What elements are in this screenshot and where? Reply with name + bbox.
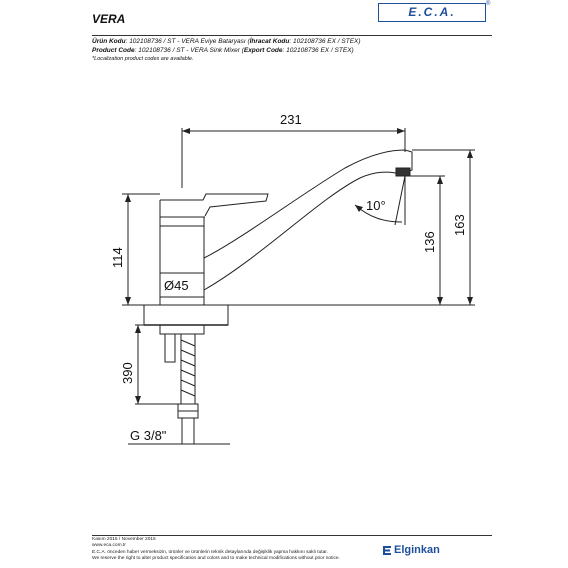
spout xyxy=(204,150,412,290)
footer-date: Kasım 2015 / November 2015 xyxy=(92,537,156,542)
arrow-231-right xyxy=(397,128,405,134)
angle-ref-tilted xyxy=(395,176,405,225)
hose-braid xyxy=(181,340,195,396)
arrow-390-bottom xyxy=(135,396,141,404)
footer xyxy=(92,537,340,563)
tr-code-line: Ürün Kodu: 102108736 / ST - VERA Eviye Bataryası (İhracat Kodu: 102108736 EX / STEX) xyxy=(92,38,361,45)
dim-163-label: 163 xyxy=(452,214,467,236)
base-plate xyxy=(144,305,228,325)
hose-connector xyxy=(182,418,194,444)
dim-136-label: 136 xyxy=(422,231,437,253)
dim-114-label: 114 xyxy=(110,247,125,268)
arrow-390-top xyxy=(135,325,141,333)
arrow-136-top xyxy=(437,176,443,184)
dim-390-label: 390 xyxy=(120,362,135,384)
localization-note: *Localization product codes are available. xyxy=(92,56,194,62)
footer-en-notice: We reserve the right to alter product specification and colors and to make technical modifications without prior notice. xyxy=(92,556,340,562)
elginkan-mark-icon xyxy=(383,546,391,555)
handle-cap xyxy=(160,200,205,217)
arrow-angle xyxy=(355,205,363,212)
mounting-nut xyxy=(160,325,204,334)
handle-lever xyxy=(160,194,268,216)
arrow-114-top xyxy=(125,194,131,202)
aerator xyxy=(396,168,410,176)
footer-url[interactable]: www.eca.com.tr xyxy=(92,543,126,549)
angle-label: 10° xyxy=(366,198,386,213)
arrow-114-bottom xyxy=(125,297,131,305)
arrow-163-top xyxy=(467,150,473,158)
arrow-163-bottom xyxy=(467,297,473,305)
elginkan-brand: Elginkan xyxy=(394,544,440,556)
connection-label: G 3/8" xyxy=(130,428,167,443)
footer-tr-notice: E.C.A. önceden haber vermeksizin, ürünler ve ürünlerin teknik detaylarında değişiklik yapma hakkını saklı tutar. xyxy=(92,549,328,555)
fixing-rod xyxy=(165,334,175,362)
footer-divider xyxy=(92,535,492,536)
en-code-line: Product Code: 102108736 / ST - VERA Sink Mixer (Export Code: 102108736 EX / STEX) xyxy=(92,46,354,54)
arrow-136-bottom xyxy=(437,297,443,305)
dim-231-label: 231 xyxy=(280,112,302,127)
product-title: VERA xyxy=(92,12,126,26)
diameter-label: Ø45 xyxy=(164,278,189,293)
registered-mark: ® xyxy=(486,1,491,7)
eca-logo: E.C.A. xyxy=(378,3,486,22)
arrow-231-left xyxy=(182,128,190,134)
